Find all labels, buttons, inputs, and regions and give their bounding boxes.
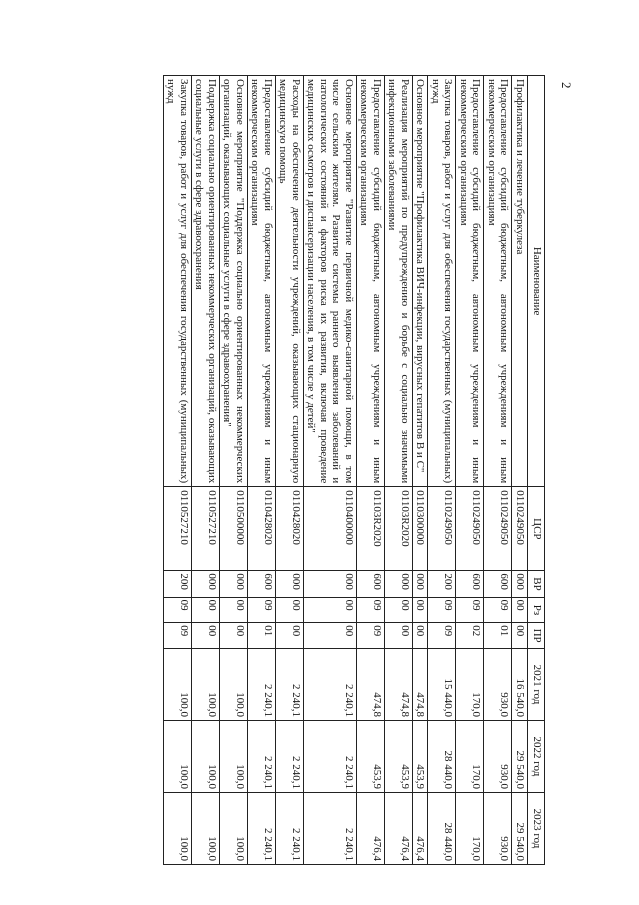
row-name-cell: Основное мероприятие "Развитие первичной медико-санитарной помощи, в том числе сельским жителям. Развитие системы раннего выявления заболеваний и патологических состояний и факторов риска их развития, включая проведение медицинских осмотров и диспансеризации населения, в том числе у детей" — [304, 76, 357, 487]
row-csr-cell: 0110428020 — [276, 487, 304, 571]
row-vr-cell: 000 — [413, 571, 429, 597]
row-pr-cell: 00 — [276, 623, 304, 649]
row-2021-cell: 2 240,1 — [248, 648, 276, 720]
row-2023-cell: 29 540,0 — [512, 792, 528, 864]
row-2021-cell: 16 540,0 — [512, 648, 528, 720]
row-vr-cell: 600 — [484, 571, 512, 597]
row-name-cell: Основное мероприятие "Поддержка социально ориентированных некоммерческих организаций, оказывающих социальные услуги в сфере здравоохранения" — [220, 76, 248, 487]
row-rz-cell: 09 — [484, 597, 512, 623]
row-2022-cell: 2 240,1 — [276, 720, 304, 792]
table-row — [484, 76, 512, 865]
row-name-cell: Реализация мероприятий по предупреждению и борьбе с социально значимыми инфекционными заболеваниями — [385, 76, 413, 487]
row-2022-cell: 453,9 — [413, 720, 429, 792]
row-2023-cell: 100,0 — [164, 792, 192, 864]
row-2022-cell: 28 440,0 — [428, 720, 456, 792]
row-2022-cell: 453,9 — [357, 720, 385, 792]
row-2021-cell: 474,8 — [357, 648, 385, 720]
row-pr-cell: 02 — [456, 623, 484, 649]
header-2022: 2022 год — [528, 720, 545, 792]
row-vr-cell: 000 — [192, 571, 220, 597]
row-2022-cell: 930,0 — [484, 720, 512, 792]
row-2023-cell: 100,0 — [192, 792, 220, 864]
row-2021-cell: 474,8 — [413, 648, 429, 720]
row-name-cell: Предоставление субсидий бюджетным, автономным учреждениям и иным некоммерческим организациям — [357, 76, 385, 487]
row-vr-cell: 000 — [385, 571, 413, 597]
row-2021-cell: 170,0 — [456, 648, 484, 720]
row-csr-cell: 0110428020 — [248, 487, 276, 571]
row-name-cell: Предоставление субсидий бюджетным, автономным учреждениям и иным некоммерческим организациям — [456, 76, 484, 487]
row-csr-cell: 0110527210 — [192, 487, 220, 571]
row-vr-cell: 600 — [456, 571, 484, 597]
row-pr-cell: 00 — [192, 623, 220, 649]
row-name-cell: Закупка товаров, работ и услуг для обеспечения государственных (муниципальных) нужд — [428, 76, 456, 487]
row-2022-cell: 100,0 — [164, 720, 192, 792]
row-csr-cell: 01103R2020 — [385, 487, 413, 571]
row-csr-cell: 0110249050 — [512, 487, 528, 571]
row-pr-cell: 00 — [304, 623, 357, 649]
row-2021-cell: 474,8 — [385, 648, 413, 720]
row-csr-cell: 0110400000 — [304, 487, 357, 571]
table-row — [512, 76, 528, 865]
row-2022-cell: 2 240,1 — [248, 720, 276, 792]
budget-table — [163, 75, 545, 865]
row-2021-cell: 930,0 — [484, 648, 512, 720]
row-csr-cell: 0110500000 — [220, 487, 248, 571]
row-name-cell: Закупка товаров, работ и услуг для обеспечения государственных (муниципальных) нужд — [164, 76, 192, 487]
row-csr-cell: 0110300000 — [413, 487, 429, 571]
row-2022-cell: 2 240,1 — [304, 720, 357, 792]
row-2023-cell: 476,4 — [413, 792, 429, 864]
row-pr-cell: 09 — [357, 623, 385, 649]
row-2023-cell: 476,4 — [385, 792, 413, 864]
row-rz-cell: 09 — [248, 597, 276, 623]
table-row — [164, 76, 192, 865]
row-pr-cell: 00 — [413, 623, 429, 649]
row-name-cell: Профилактика и лечение туберкулеза — [512, 76, 528, 487]
row-2023-cell: 2 240,1 — [304, 792, 357, 864]
row-2021-cell: 2 240,1 — [304, 648, 357, 720]
table-body — [164, 76, 528, 865]
table-row — [192, 76, 220, 865]
row-rz-cell: 00 — [512, 597, 528, 623]
header-name: Наименование — [528, 76, 545, 487]
row-rz-cell: 00 — [385, 597, 413, 623]
table-row — [413, 76, 429, 865]
header-2023: 2023 год — [528, 792, 545, 864]
row-rz-cell: 00 — [413, 597, 429, 623]
row-2022-cell: 170,0 — [456, 720, 484, 792]
row-2022-cell: 453,9 — [385, 720, 413, 792]
row-name-cell: Предоставление субсидий бюджетным, автономным учреждениям и иным некоммерческим организациям — [248, 76, 276, 487]
row-pr-cell: 00 — [385, 623, 413, 649]
row-2022-cell: 29 540,0 — [512, 720, 528, 792]
table-row — [357, 76, 385, 865]
row-pr-cell: 00 — [512, 623, 528, 649]
row-name-cell: Основное мероприятие "Профилактика ВИЧ-инфекции, вирусных гепатитов В и С" — [413, 76, 429, 487]
header-rz: Рз — [528, 597, 545, 623]
row-2022-cell: 100,0 — [220, 720, 248, 792]
row-2021-cell: 100,0 — [220, 648, 248, 720]
table-row — [276, 76, 304, 865]
row-rz-cell: 09 — [456, 597, 484, 623]
row-pr-cell: 00 — [220, 623, 248, 649]
table-row — [385, 76, 413, 865]
table-row — [456, 76, 484, 865]
row-pr-cell: 09 — [164, 623, 192, 649]
row-vr-cell: 000 — [512, 571, 528, 597]
row-2023-cell: 2 240,1 — [276, 792, 304, 864]
row-csr-cell: 0110527210 — [164, 487, 192, 571]
table-row — [304, 76, 357, 865]
table-row — [248, 76, 276, 865]
row-name-cell: Предоставление субсидий бюджетным, автономным учреждениям и иным некоммерческим организациям — [484, 76, 512, 487]
header-2021: 2021 год — [528, 648, 545, 720]
row-name-cell: Расходы на обеспечение деятельности учреждений, оказывающих стационарную медицинскую помощь — [276, 76, 304, 487]
header-pr: ПР — [528, 623, 545, 649]
row-vr-cell: 000 — [304, 571, 357, 597]
table-row — [220, 76, 248, 865]
row-2023-cell: 476,4 — [357, 792, 385, 864]
row-2023-cell: 170,0 — [456, 792, 484, 864]
row-2021-cell: 100,0 — [164, 648, 192, 720]
row-rz-cell: 09 — [357, 597, 385, 623]
row-rz-cell: 00 — [304, 597, 357, 623]
row-csr-cell: 0110249050 — [428, 487, 456, 571]
row-vr-cell: 600 — [248, 571, 276, 597]
header-vr: ВР — [528, 571, 545, 597]
row-vr-cell: 000 — [220, 571, 248, 597]
row-rz-cell: 00 — [276, 597, 304, 623]
header-csr: ЦСР — [528, 487, 545, 571]
row-pr-cell: 01 — [484, 623, 512, 649]
rotated-budget-table-container — [105, 75, 545, 865]
row-rz-cell: 00 — [192, 597, 220, 623]
row-2023-cell: 930,0 — [484, 792, 512, 864]
row-csr-cell: 01103R2020 — [357, 487, 385, 571]
row-2021-cell: 2 240,1 — [276, 648, 304, 720]
row-pr-cell: 01 — [248, 623, 276, 649]
row-csr-cell: 0110249050 — [456, 487, 484, 571]
row-2023-cell: 2 240,1 — [248, 792, 276, 864]
row-rz-cell: 00 — [220, 597, 248, 623]
row-rz-cell: 09 — [164, 597, 192, 623]
row-2023-cell: 100,0 — [220, 792, 248, 864]
table-row — [428, 76, 456, 865]
row-rz-cell: 09 — [428, 597, 456, 623]
row-pr-cell: 09 — [428, 623, 456, 649]
row-csr-cell: 0110249050 — [484, 487, 512, 571]
row-2023-cell: 28 440,0 — [428, 792, 456, 864]
row-name-cell: Поддержка социально ориентированных некоммерческих организаций, оказывающих социальные услуги в сфере здравоохранения — [192, 76, 220, 487]
row-vr-cell: 600 — [357, 571, 385, 597]
row-2022-cell: 100,0 — [192, 720, 220, 792]
row-vr-cell: 200 — [164, 571, 192, 597]
row-vr-cell: 000 — [276, 571, 304, 597]
table-header-row — [528, 76, 545, 865]
row-vr-cell: 200 — [428, 571, 456, 597]
row-2021-cell: 15 440,0 — [428, 648, 456, 720]
page-number: 2 — [559, 82, 574, 89]
row-2021-cell: 100,0 — [192, 648, 220, 720]
